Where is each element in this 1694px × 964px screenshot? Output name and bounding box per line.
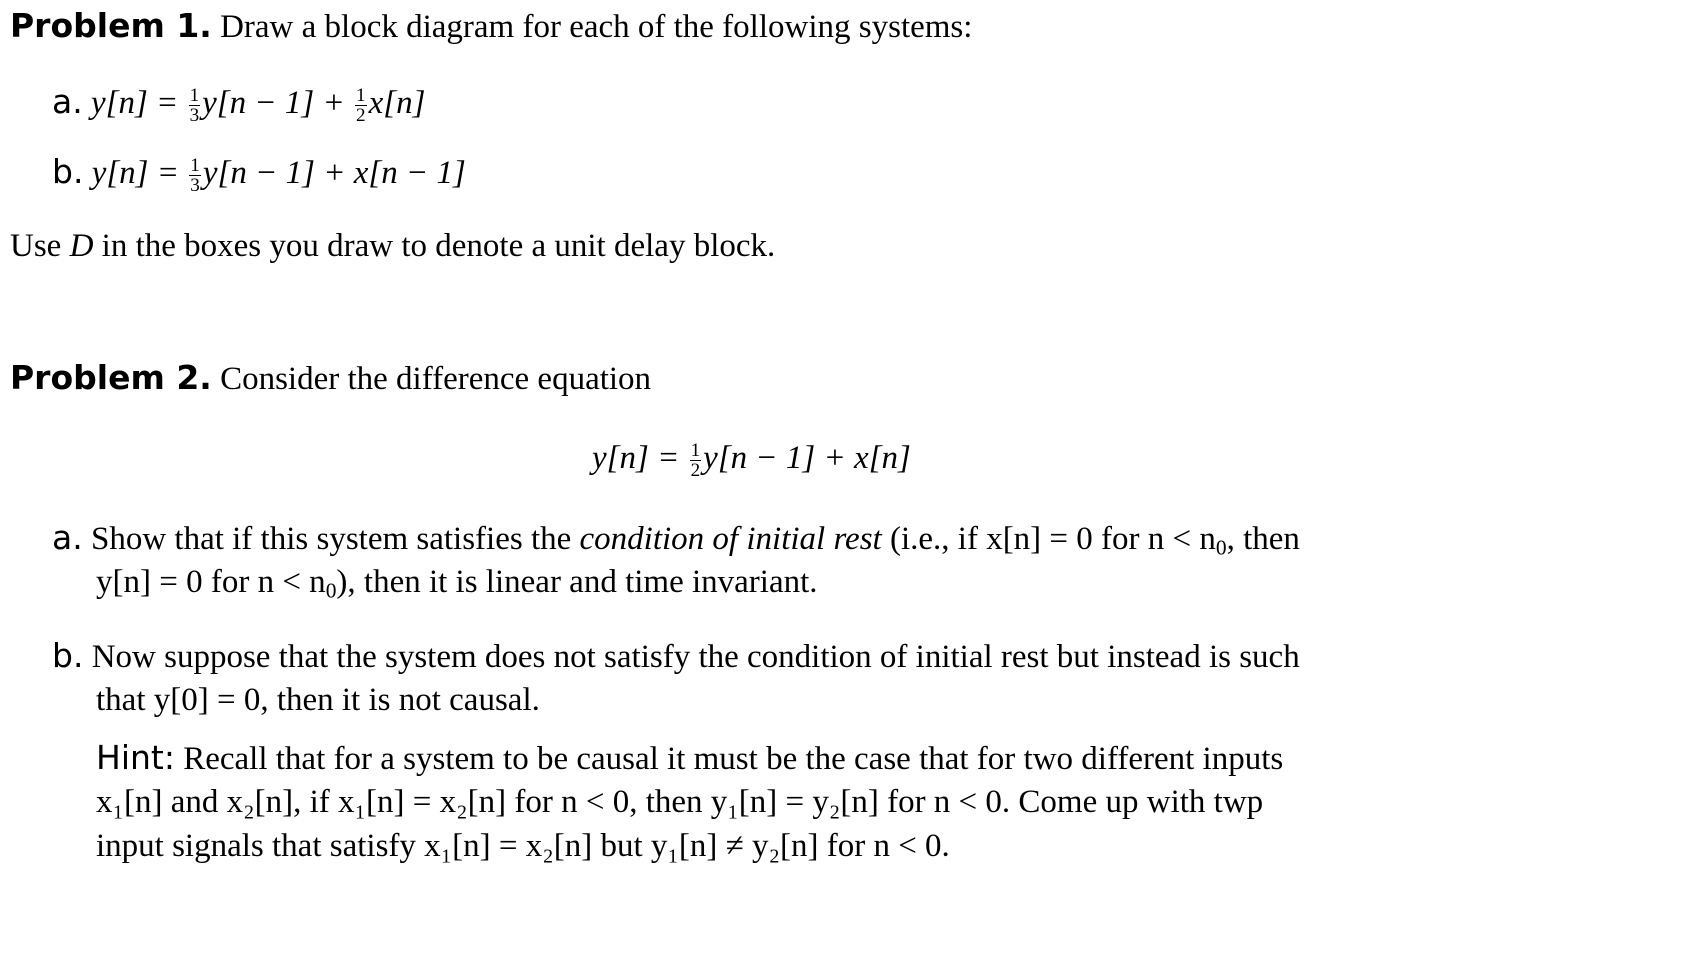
hint-text3: input signals that satisfy x₁[n] = x₂[n] but y₁[n] ≠ y₂[n] for n < 0.	[96, 828, 950, 864]
equation-rhs: y[n − 1] + x[n]	[703, 440, 911, 476]
part-b-line2	[96, 680, 540, 720]
part-a-line2-post: ), then it is linear and time invariant.	[336, 564, 818, 600]
item-b-lhs: y[n] =	[91, 155, 188, 191]
fraction	[189, 156, 201, 195]
hint-line3	[96, 826, 950, 866]
part-a-text-post: (i.e., if x[n] = 0 for n < n	[881, 521, 1216, 557]
part-b-label: b.	[52, 636, 84, 675]
hint-line2	[96, 782, 1263, 822]
item-b-mid: y[n − 1] + x[n − 1]	[202, 155, 466, 191]
subscript: 0	[1215, 535, 1227, 560]
note-pre: Use	[10, 228, 70, 264]
fraction	[189, 86, 201, 125]
equation-lhs: y[n] =	[592, 440, 688, 476]
fraction-numerator: 1	[690, 439, 701, 461]
fraction-denominator: 3	[189, 104, 200, 126]
problem2-intro: Consider the difference equation	[220, 361, 652, 397]
item-b-label: b.	[52, 152, 84, 191]
note-post: in the boxes you draw to denote a unit delay block.	[93, 228, 776, 264]
problem1-intro: Draw a block diagram for each of the following systems:	[220, 9, 973, 45]
problem1-item-a	[52, 82, 425, 125]
hint-text1: Recall that for a system to be causal it must be the case that for two different inputs	[174, 741, 1284, 777]
fraction-denominator: 2	[356, 104, 366, 126]
note-var: D	[69, 228, 94, 264]
hint-text2: x₁[n] and x₂[n], if x₁[n] = x₂[n] for n < 0, then y₁[n] = y₂[n] for n < 0. Come up with twp	[96, 784, 1264, 820]
problem1-heading: Problem 1.	[10, 6, 212, 45]
fraction	[355, 86, 367, 125]
problem2-equation	[592, 438, 911, 480]
problem1-line	[10, 6, 972, 47]
item-a-mid: y[n − 1] +	[202, 85, 354, 121]
fraction	[690, 441, 702, 480]
part-a-line2	[96, 562, 818, 610]
fraction-numerator: 1	[189, 84, 200, 106]
problem1-note	[10, 226, 775, 266]
part-a-text-end: , then	[1226, 521, 1300, 557]
part-a-emphasis: condition of initial rest	[579, 521, 882, 557]
part-a-text-pre: Show that if this system satisfies the	[90, 521, 580, 557]
item-a-label: a.	[52, 82, 83, 121]
item-a-lhs: y[n] =	[90, 85, 187, 121]
hint-line1	[96, 738, 1283, 779]
problem2-line	[10, 358, 651, 399]
hint-label: Hint:	[96, 738, 175, 777]
part-b-text1: Now suppose that the system does not satisfy the condition of initial rest but instead is such	[91, 639, 1300, 675]
part-a-label: a.	[52, 518, 83, 557]
part-a-line1	[52, 518, 1300, 567]
part-a-line2-pre: y[n] = 0 for n < n	[96, 564, 326, 600]
problem1-item-b	[52, 152, 466, 195]
item-a-rhs: x[n]	[368, 85, 426, 121]
fraction-denominator: 3	[190, 174, 200, 196]
part-b-text2: that y[0] = 0, then it is not causal.	[96, 682, 540, 718]
fraction-denominator: 2	[690, 459, 701, 481]
fraction-numerator: 1	[190, 154, 200, 176]
problem2-heading: Problem 2.	[10, 358, 212, 397]
part-b-line1	[52, 636, 1300, 677]
fraction-numerator: 1	[356, 84, 366, 106]
subscript: 0	[325, 578, 337, 603]
